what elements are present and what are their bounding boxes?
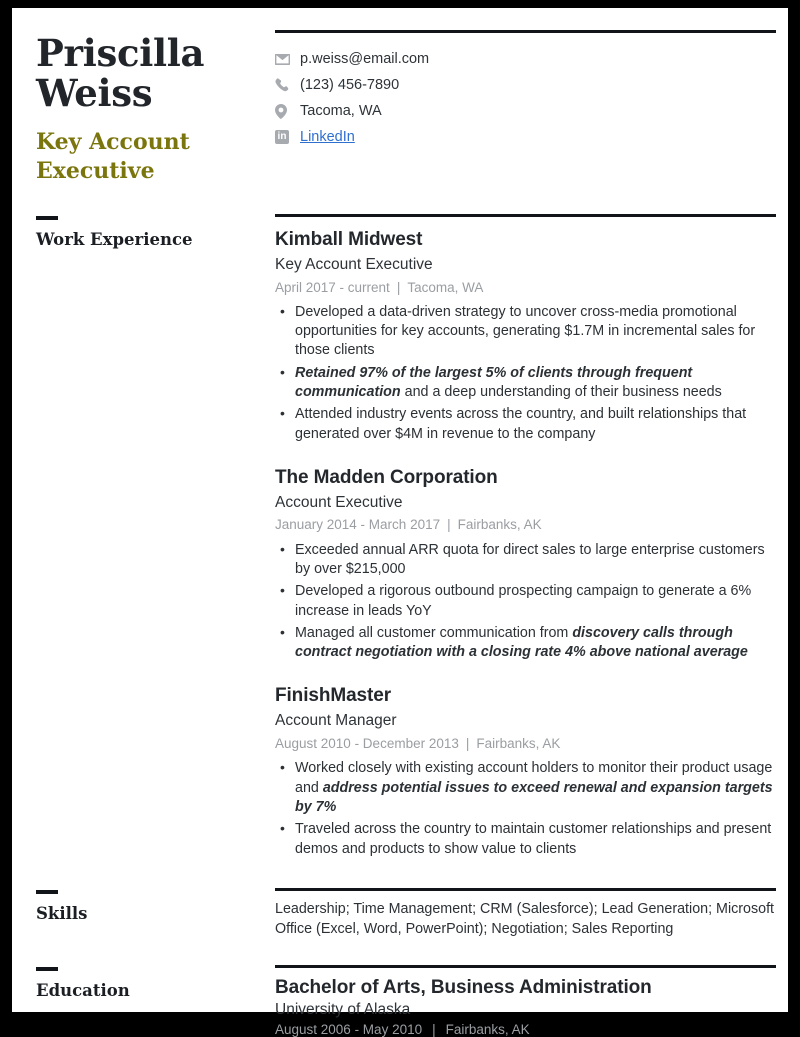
- bullet-text: Managed all customer communication from: [295, 624, 573, 641]
- work-entry: [275, 217, 776, 444]
- contact-location: [275, 98, 776, 124]
- location-pin-icon: [275, 104, 294, 119]
- spacer-before-work: [12, 186, 788, 214]
- section-label-work: Work Experience: [36, 229, 193, 249]
- bullet-text: Worked closely with existing account holders to monitor their product usage and: [295, 760, 773, 796]
- contact-email-text: p.weiss@email.com: [300, 51, 430, 67]
- entry-dates: April 2017 - current: [275, 279, 390, 295]
- education-school: University of Alaska: [275, 1001, 411, 1019]
- bullet-text: and a deep understanding of their business needs: [400, 383, 722, 400]
- linkedin-link[interactable]: LinkedIn: [300, 129, 355, 145]
- bullet-text: Developed a data-driven strategy to uncover cross-media promotional opportunities for key accounts, generating $1.7M in incremental sales for those clients: [295, 303, 756, 359]
- bullet-text: Traveled across the country to maintain customer relationships and present demos and products to show value to clients: [295, 821, 772, 857]
- entry-dates: August 2010 - December 2013: [275, 736, 459, 752]
- entry-company-name: Kimball Midwest: [275, 228, 423, 250]
- section-skills: [12, 888, 788, 939]
- linkedin-icon: [275, 130, 294, 144]
- job-title-line-1: Key Account: [36, 128, 190, 155]
- entry-company-name: The Madden Corporation: [275, 466, 498, 488]
- contact-location-text: Tacoma, WA: [300, 103, 382, 119]
- entry-spacer: [275, 665, 776, 684]
- meta-separator: |: [465, 736, 470, 752]
- bullet-text: Developed a rigorous outbound prospecting campaign to generate a 6% increase in leads YoY: [295, 583, 752, 619]
- last-name: Weiss: [36, 70, 153, 115]
- entry-role-title: Key Account Executive: [275, 255, 433, 273]
- skills-text: Leadership; Time Management; CRM (Salesforce); Lead Generation; Microsoft Office (Excel, Word, PowerPoint); Negotiation; Sales Reporting: [275, 900, 775, 937]
- bullet-text: Attended industry events across the country, and built relationships that generated over $4M in revenue to the company: [295, 406, 747, 442]
- meta-separator: |: [432, 1022, 436, 1037]
- bullet-emphasis: discovery calls through contract negotiation with a closing rate 4% above national average: [295, 624, 748, 661]
- entry-meta: [275, 279, 776, 297]
- contact-linkedin[interactable]: [275, 124, 776, 150]
- section-label-education: Education: [36, 981, 130, 1001]
- bullet-text: Exceeded annual ARR quota for direct sales to large enterprise customers by over $215,000: [295, 541, 765, 577]
- entry-spacer: [275, 447, 776, 466]
- entry-bullet-list: [275, 759, 776, 858]
- contact-phone: [275, 72, 776, 98]
- phone-icon: [275, 78, 294, 92]
- spacer-before-skills: [12, 862, 788, 888]
- meta-separator: |: [447, 517, 451, 533]
- bullet-emphasis: address potential issues to exceed renewal and expansion targets by 7%: [295, 779, 773, 815]
- list-item: [275, 624, 776, 663]
- entry-bullet-list: [275, 303, 776, 444]
- education-degree: Bachelor of Arts, Business Administration: [275, 977, 652, 999]
- bullet-emphasis: Retained 97% of the largest 5% of clients through frequent communication: [295, 364, 693, 400]
- list-item: [275, 364, 776, 403]
- education-meta: [275, 1022, 776, 1037]
- entry-company-name: FinishMaster: [275, 685, 391, 707]
- skills-label-block: [12, 888, 275, 923]
- education-content: [275, 965, 788, 1037]
- entry-meta: [275, 735, 776, 753]
- entry-location: Tacoma, WA: [407, 279, 484, 295]
- contact-list: [275, 33, 776, 150]
- contact-email: [275, 46, 776, 72]
- header-contact-column: [275, 8, 788, 150]
- list-item: [275, 582, 776, 621]
- entry-role-title: Account Executive: [275, 493, 403, 511]
- entry-location: Fairbanks, AK: [476, 736, 561, 752]
- spacer-before-education: [12, 939, 788, 965]
- skills-content: [275, 888, 788, 939]
- first-name: Priscilla: [36, 31, 205, 75]
- section-dash-icon: [36, 890, 58, 894]
- list-item: [275, 303, 776, 361]
- meta-separator: |: [396, 279, 401, 295]
- envelope-icon: [275, 54, 294, 65]
- list-item: [275, 759, 776, 817]
- section-label-skills: Skills: [36, 903, 88, 923]
- entry-location: Fairbanks, AK: [457, 517, 542, 533]
- education-location: Fairbanks, AK: [445, 1022, 530, 1037]
- section-education: [12, 965, 788, 1037]
- contact-phone-text: (123) 456-7890: [300, 77, 400, 93]
- work-entry: [275, 684, 776, 858]
- section-dash-icon: [36, 216, 58, 220]
- resume-page: [12, 8, 788, 1037]
- entry-dates: January 2014 - March 2017: [275, 517, 441, 533]
- list-item: [275, 405, 776, 444]
- header-identity: [12, 8, 275, 186]
- page-title: [36, 8, 267, 114]
- education-dates: August 2006 - May 2010: [275, 1022, 423, 1037]
- list-item: [275, 820, 776, 859]
- headline-job-title: [36, 128, 267, 186]
- linkedin-badge-text: in: [275, 130, 289, 144]
- work-experience-label-block: [12, 214, 275, 249]
- list-item: [275, 541, 776, 580]
- education-label-block: [12, 965, 275, 1000]
- section-work-experience: [12, 214, 788, 862]
- entry-role-title: Account Manager: [275, 712, 397, 730]
- work-entry: [275, 466, 776, 663]
- entry-meta: [275, 516, 776, 534]
- section-dash-icon: [36, 967, 58, 971]
- work-experience-content: [275, 214, 788, 862]
- resume-header: [12, 8, 788, 186]
- job-title-line-2: Executive: [36, 157, 155, 184]
- entry-bullet-list: [275, 541, 776, 663]
